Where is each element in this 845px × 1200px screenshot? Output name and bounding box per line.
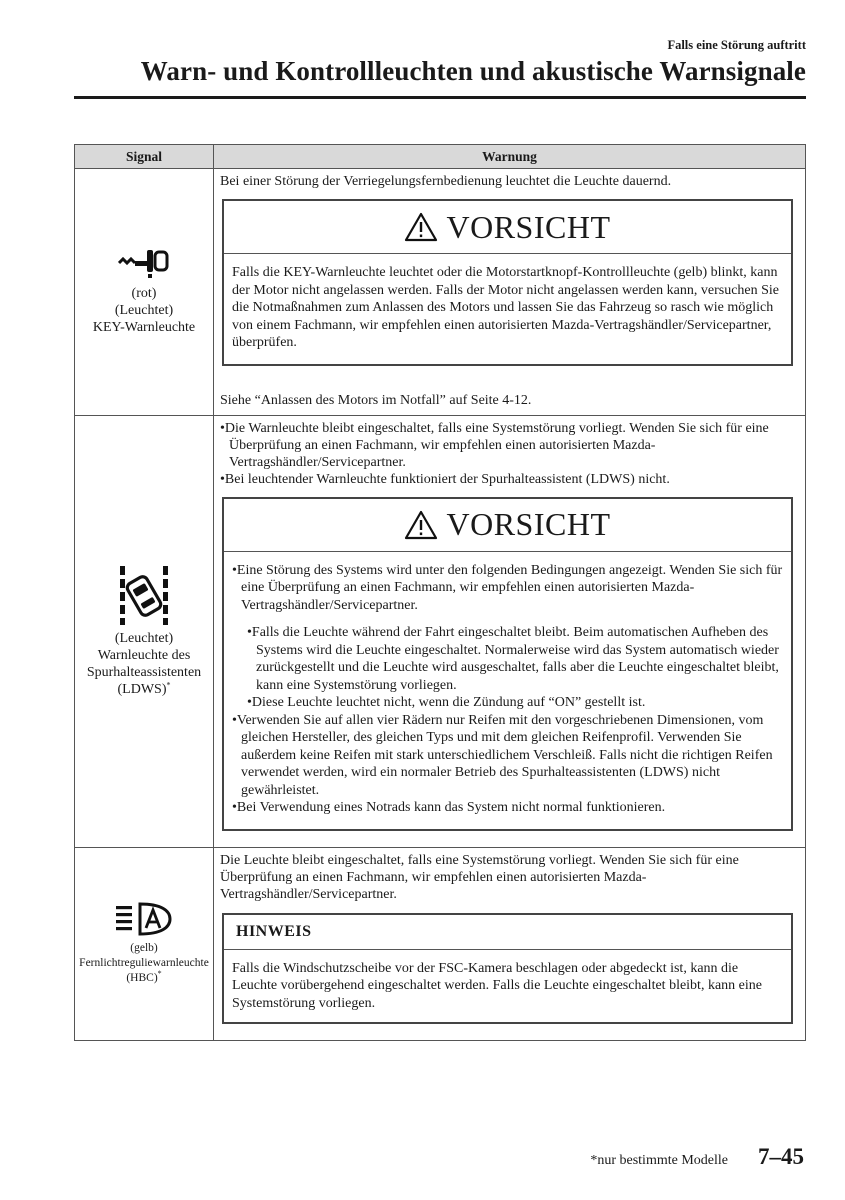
warning-triangle-icon: [404, 510, 438, 540]
signal-name: Fernlichtreguliewarnleuchte: [79, 957, 209, 970]
caution-header: [224, 499, 791, 552]
signal-state: (Leuchtet): [114, 631, 174, 646]
warning-cell: [214, 169, 806, 416]
warning-table: [74, 144, 806, 1041]
high-beam-control-icon: [114, 901, 174, 937]
note-box: [222, 913, 793, 1025]
warning-intro: Bei einer Störung der Verriegelungsfernbedienung leuchtet die Leuchte dauernd.: [220, 174, 672, 189]
signal-name-line3: (LDWS): [117, 682, 167, 697]
warning-cell: [214, 415, 806, 847]
caution-title: VORSICHT: [446, 506, 611, 542]
warning-triangle-icon: [404, 212, 438, 242]
warning-intro: Die Leuchte bleibt eingeschaltet, falls eine Systemstörung vorliegt. Wenden Sie sich für eine Überprüfung an einen Fachmann, wir empfehlen einen autorisierten Mazda-Vertragshändler/Servicepartner.: [220, 852, 739, 902]
page-title: Warn- und Kontrollleuchten und akustische Warnsignale: [140, 56, 806, 86]
caution-header: [224, 201, 791, 254]
model-asterisk: *: [166, 680, 171, 690]
signal-color: (gelb): [130, 942, 158, 955]
warning-bullet: •Bei leuchtender Warnleuchte funktioniert der Spurhalteassistent (LDWS) nicht.: [220, 471, 670, 487]
warning-bullet: •Die Warnleuchte bleibt eingeschaltet, falls eine Systemstörung vorliegt. Wenden Sie sich für eine Überprüfung an einen Fachmann, wir empfehlen einen autorisierten Mazda-Vertragshändler/Servicepartner.: [220, 420, 769, 470]
caution-bullet: •Verwenden Sie auf allen vier Rädern nur Reifen mit den vorgeschriebenen Dimensionen, vom gleichen Hersteller, des gleichen Typs und mit dem gleichen Reifenprofil. Verwenden Sie außerdem keine Reifen mit stark unterschiedlichem Verschleiß. Falls nicht die richtigen Reifen verwendet werden, wird ein normaler Betrieb des Spurhalteassistenten (LDWS) nicht gewährleistet.: [232, 712, 773, 798]
caution-body: [224, 552, 791, 829]
signal-cell: [75, 415, 214, 847]
note-text: Falls die Windschutzscheibe vor der FSC-Kamera beschlagen oder abgedeckt ist, kann die Leuchte vorübergehend eingeschaltet werden. Falls die Leuchte eingeschaltet bleibt, kann eine Systemstörung vorliegen.: [232, 960, 762, 1011]
signal-color: (rot): [131, 286, 157, 302]
column-header-signal: Signal: [75, 145, 214, 169]
column-header-warning: Warnung: [214, 145, 806, 169]
caution-bullet: •Bei Verwendung eines Notrads kann das System nicht normal funktionieren.: [232, 800, 666, 815]
footnote: *nur bestimmte Modelle: [590, 1153, 728, 1168]
caution-bullet: •Eine Störung des Systems wird unter den folgenden Bedingungen angezeigt. Wenden Sie sich für eine Überprüfung an einen Fachmann, wir empfehlen einen autorisierten Mazda-Vertragshändler/Servicepartner.: [232, 562, 783, 613]
signal-cell: [75, 169, 214, 416]
caution-text: Falls die KEY-Warnleuchte leuchtet oder die Motorstartknopf-Kontrollleuchte (gelb) blinkt, kann der Motor nicht angelassen werden. Falls der Motor nicht angelassen werden kann, versuchen Sie die Notmaßnahmen zum Anlassen des Motors und lassen Sie das Fahrzeug so rasch wie möglich von einem Fachmann, wir empfehlen einen autorisierten Mazda-Vertragshändler/Servicepartner, überprüfen.: [232, 265, 780, 350]
title-rule: [74, 96, 806, 99]
key-warning-icon: [118, 247, 170, 281]
table-row: [75, 169, 806, 416]
caution-box: [222, 199, 793, 366]
note-title: HINWEIS: [224, 915, 791, 950]
caution-title: VORSICHT: [446, 208, 611, 245]
signal-state: (Leuchtet): [114, 303, 174, 319]
model-asterisk: *: [157, 969, 162, 979]
lane-departure-icon: [117, 564, 171, 626]
signal-name-line1: Warnleuchte des: [97, 648, 191, 663]
reference-text: Siehe “Anlassen des Motors im Notfall” auf Seite 4-12.: [220, 392, 532, 408]
signal-abbrev: (HBC): [126, 972, 158, 985]
table-row: [75, 415, 806, 847]
section-label: Falls eine Störung auftritt: [667, 38, 806, 52]
signal-name-line2: Spurhalteassistenten: [86, 665, 202, 680]
caution-sub-bullet: •Diese Leuchte leuchtet nicht, wenn die Zündung auf “ON” gestellt ist.: [247, 695, 646, 710]
caution-sub-bullet: •Falls die Leuchte während der Fahrt eingeschaltet bleibt. Beim automatischen Aufheben des Systems wird die Leuchte eingeschaltet. Normalerweise wird das System automatisch wieder zurückgestellt und die Leuchte wird ausgeschaltet, falls aber die Leuchte eingeschaltet bleibt, kann eine Systemstörung vorliegen.: [247, 625, 779, 693]
caution-box: [222, 497, 793, 831]
table-row: [75, 847, 806, 1041]
signal-name: KEY-Warnleuchte: [92, 320, 196, 336]
warning-cell: [214, 847, 806, 1041]
signal-cell: [75, 847, 214, 1041]
page-number: 7–45: [758, 1144, 804, 1169]
